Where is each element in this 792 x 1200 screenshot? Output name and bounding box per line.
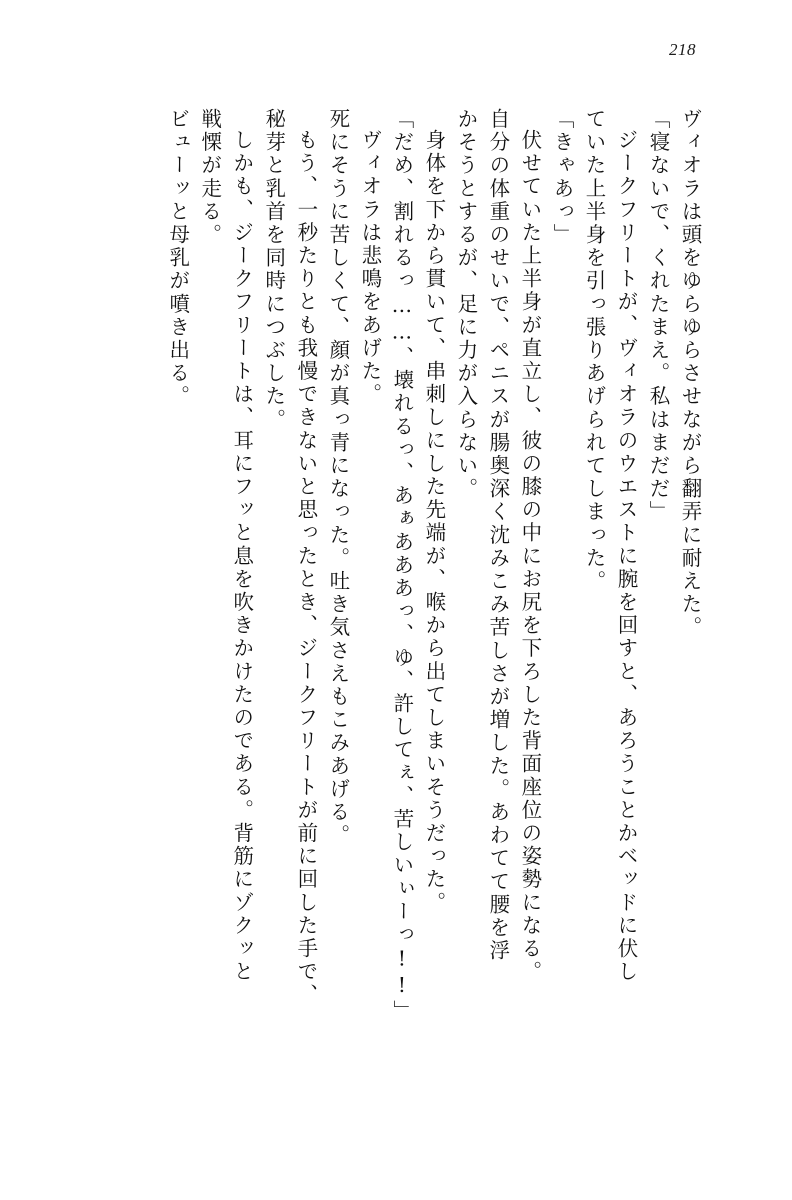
text-line: もう、一秒たりとも我慢できないと思ったとき、ジークフリートが前に回した手で、	[293, 129, 318, 1007]
text-line: 「きゃあっ」	[549, 108, 574, 247]
text-line: ヴィオラは頭をゆらゆらさせながら翻弄に耐えた。	[678, 108, 702, 640]
text-line: 「寝ないで、くれたまえ。私はまだだ」	[645, 108, 670, 524]
text-line: 伏せていた上半身が直立し、彼の膝の中にお尻を下ろした背面座位の姿勢になる。	[517, 129, 542, 984]
text-line: 身体を下から貫いて、串刺しにした先端が、喉から出てしまいそうだった。	[421, 129, 446, 915]
text-line: 自分の体重のせいで、ペニスが腸奥深く沈みこみ苦しさが増した。あわてて腰を浮	[485, 108, 510, 963]
text-line: しかも、ジークフリートは、耳にフッと息を吹きかけたのである。背筋にゾクッと	[229, 129, 254, 984]
text-line: 死にそうに苦しくて、顔が真っ青になった。吐き気さえもこみあげる。	[325, 108, 350, 848]
text-line: かそうとするが、足に力が入らない。	[453, 108, 478, 501]
text-line: 戦慄が走る。	[197, 108, 222, 247]
text-line: 秘芽と乳首を同時につぶした。	[261, 108, 286, 432]
text-line: ヴィオラは悲鳴をあげた。	[357, 129, 382, 407]
text-line: ビューッと母乳が噴き出る。	[165, 108, 190, 409]
text-line: 「だめ、割れるっ……、壊れるっ、あぁあああっ、ゆ、許してぇ、苦しいぃーっ!!」	[389, 108, 414, 1023]
page-number: 218	[669, 40, 696, 59]
vertical-text-body	[90, 108, 700, 1118]
text-line: ジークフリートが、ヴィオラのウエストに腕を回すと、あろうことかベッドに伏し	[613, 129, 638, 984]
text-line: ていた上半身を引っ張りあげられてしまった。	[581, 108, 606, 594]
